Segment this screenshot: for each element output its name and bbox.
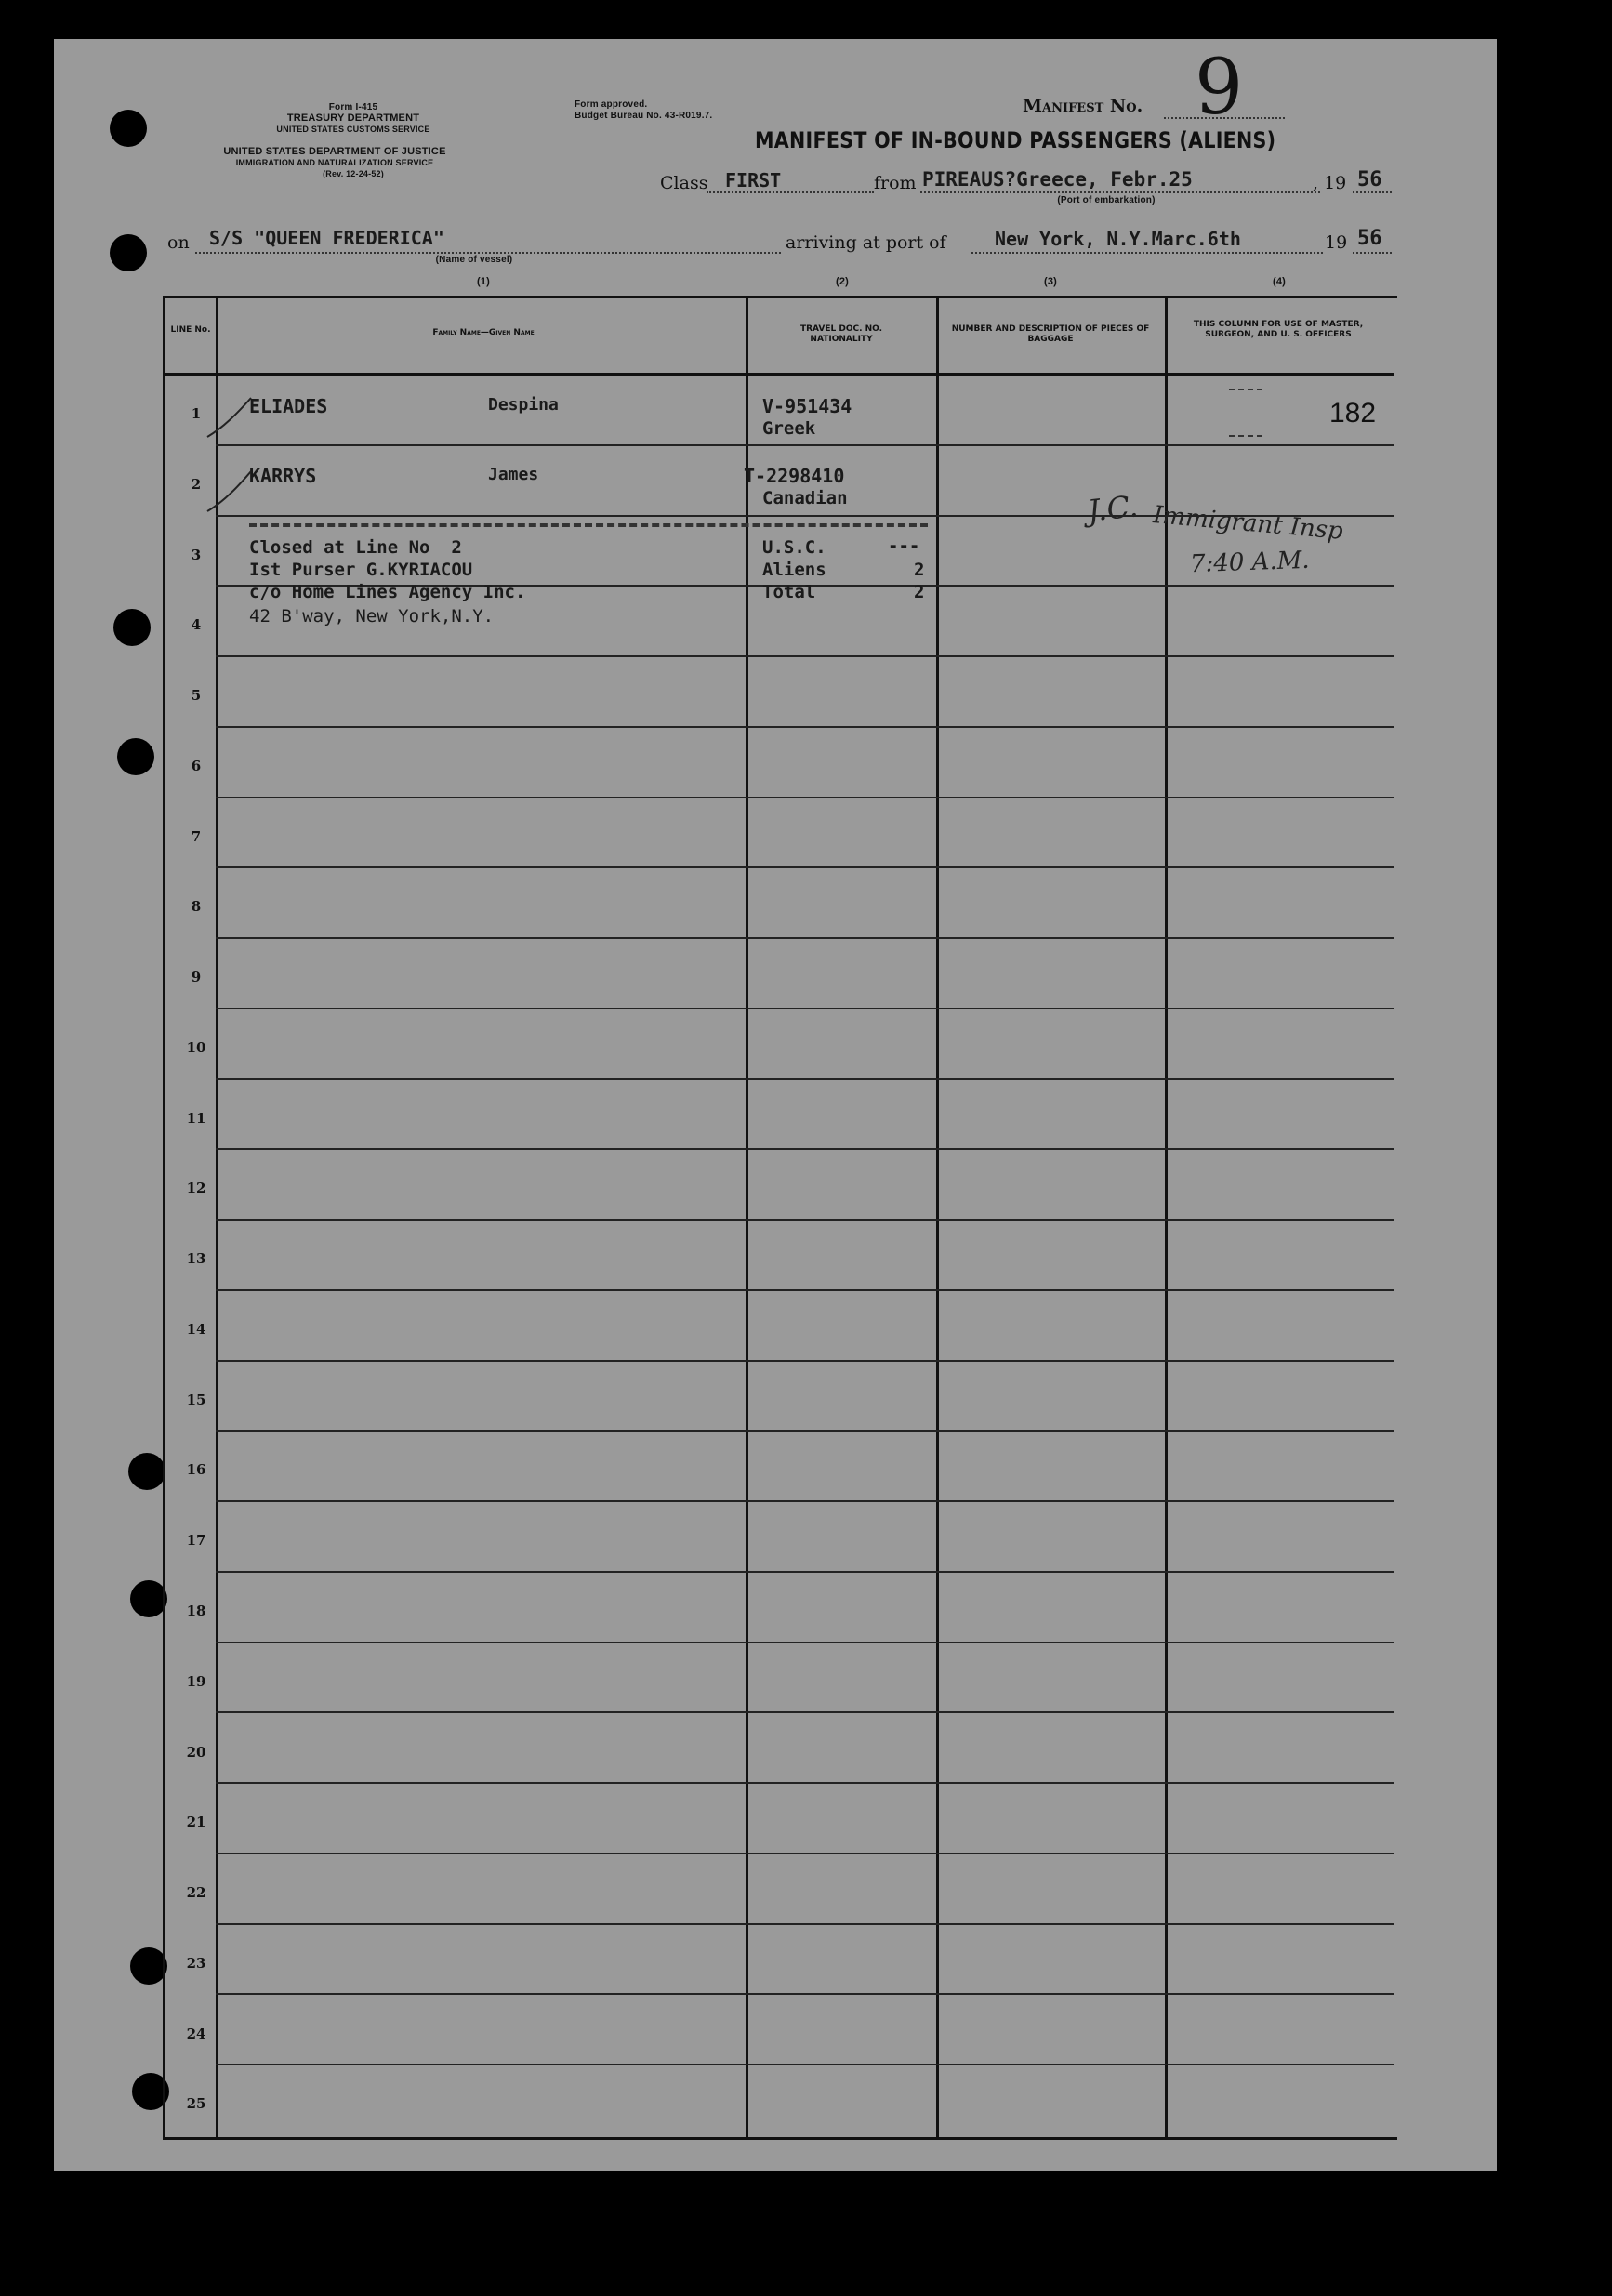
line-number: 21 — [186, 1814, 206, 1830]
year-line-1 — [1353, 191, 1392, 193]
page-title: MANIFEST OF IN-BOUND PASSENGERS (ALIENS) — [755, 127, 1276, 153]
manifest-number-label: Manifest No. — [1023, 96, 1143, 116]
row-rule — [216, 1782, 1394, 1784]
customs-service: UNITED STATES CUSTOMS SERVICE — [276, 125, 430, 134]
department-of-justice: UNITED STATES DEPARTMENT OF JUSTICE — [223, 146, 446, 157]
from-value: PIREAUS?Greece, Febr.25 — [922, 168, 1193, 191]
officer-note: 182 — [1329, 398, 1377, 429]
column-number-4: (4) — [1272, 276, 1287, 287]
column-divider-baggage — [1165, 296, 1168, 2137]
row-rule — [216, 1993, 1394, 1995]
form-number: Form I-415 — [328, 102, 378, 112]
from-line — [920, 191, 1320, 193]
agency-name: c/o Home Lines Agency Inc. — [249, 582, 526, 602]
family-name: ELIADES — [249, 395, 328, 417]
year-prefix-2: 19 — [1325, 232, 1348, 253]
line-number: 18 — [186, 1603, 206, 1619]
row-rule — [216, 866, 1394, 868]
line-number: 25 — [186, 2095, 206, 2112]
form-approved: Form approved. — [575, 99, 648, 110]
line-number: 5 — [191, 687, 202, 704]
check-mark-icon — [200, 460, 256, 516]
officer-marks — [1229, 389, 1262, 437]
vessel-name-note: (Name of vessel) — [435, 255, 513, 265]
family-name: KARRYS — [249, 465, 317, 487]
row-rule — [216, 1711, 1394, 1713]
nationality: Greek — [762, 418, 816, 439]
line-number: 6 — [191, 758, 202, 774]
line-number: 16 — [186, 1461, 206, 1478]
inspection-time: 7:40 A.M. — [1189, 546, 1311, 579]
punch-hole — [110, 110, 147, 147]
line-number: 2 — [191, 476, 202, 493]
punch-hole — [128, 1453, 165, 1490]
line-number: 12 — [186, 1180, 206, 1196]
column-header-officers: THIS COLUMN FOR USE OF MASTER, SURGEON, AND U. S. OFFICERS — [1193, 320, 1364, 339]
arriving-label: arriving at port of — [786, 232, 946, 253]
punch-hole — [117, 738, 154, 775]
line-number: 20 — [186, 1744, 206, 1761]
arriving-line — [971, 252, 1323, 254]
inspector-title: Immigrant Insp — [1152, 501, 1344, 546]
purser-name: Ist Purser G.KYRIACOU — [249, 560, 473, 580]
travel-doc-number: V-951434 — [762, 395, 852, 417]
total-label: Total — [762, 582, 816, 602]
line-number: 19 — [186, 1673, 206, 1690]
column-divider-name — [746, 296, 748, 2137]
aliens-label: Aliens — [762, 560, 826, 580]
column-divider-travel — [936, 296, 939, 2137]
line-number: 22 — [186, 1884, 206, 1901]
column-number-1: (1) — [476, 276, 491, 287]
year-value-2: 56 — [1357, 227, 1382, 250]
row-rule — [216, 1148, 1394, 1150]
given-name: James — [488, 465, 539, 484]
on-label: on — [167, 232, 190, 253]
row-rule — [216, 444, 1394, 446]
usc-count: --- — [888, 535, 920, 556]
vessel-name: S/S "QUEEN FREDERICA" — [209, 227, 444, 249]
line-number: 24 — [186, 2025, 206, 2042]
line-number: 3 — [191, 547, 202, 563]
year-prefix-1: , 19 — [1313, 173, 1347, 193]
row-rule — [216, 1642, 1394, 1643]
punch-hole — [113, 609, 151, 646]
from-label: from — [874, 173, 917, 193]
class-label: Class — [660, 173, 708, 193]
row-rule — [216, 1219, 1394, 1221]
closed-at-line: Closed at Line No 2 — [249, 537, 462, 558]
line-number: 7 — [191, 828, 202, 845]
column-divider-line-no — [216, 296, 218, 2137]
row-rule — [216, 655, 1394, 657]
row-rule — [216, 1078, 1394, 1080]
closing-separator — [249, 523, 928, 527]
line-number: 23 — [186, 1955, 206, 1972]
row-rule — [216, 1008, 1394, 1009]
travel-doc-number: T-2298410 — [744, 465, 845, 487]
year-line-2 — [1353, 252, 1392, 254]
aliens-count: 2 — [914, 560, 925, 580]
line-number: 10 — [186, 1039, 206, 1056]
manifest-number: 9 — [1195, 44, 1244, 132]
line-number: 15 — [186, 1392, 206, 1408]
given-name: Despina — [488, 395, 559, 415]
punch-hole — [130, 1580, 167, 1617]
column-header-line-no: LINE No. — [170, 325, 211, 335]
row-rule — [216, 1500, 1394, 1502]
row-rule — [216, 1289, 1394, 1291]
column-number-3: (3) — [1043, 276, 1058, 287]
class-line — [707, 191, 874, 193]
column-number-2: (2) — [835, 276, 850, 287]
column-header-baggage: NUMBER AND DESCRIPTION OF PIECES OF BAGGAGE — [951, 324, 1150, 344]
line-number: 14 — [186, 1321, 206, 1338]
row-rule — [216, 797, 1394, 798]
row-rule — [216, 937, 1394, 939]
budget-bureau: Budget Bureau No. 43-R019.7. — [575, 111, 713, 121]
row-rule — [216, 1853, 1394, 1854]
row-rule — [216, 1571, 1394, 1573]
row-rule — [216, 1430, 1394, 1432]
row-rule — [216, 726, 1394, 728]
row-rule — [216, 1923, 1394, 1925]
class-value: FIRST — [725, 169, 782, 191]
arriving-value: New York, N.Y.Marc.6th — [995, 228, 1241, 250]
line-number: 9 — [191, 969, 202, 985]
column-header-travel-doc: TRAVEL DOC. NO. NATIONALITY — [799, 324, 883, 344]
nationality: Canadian — [762, 488, 848, 508]
line-number: 13 — [186, 1250, 206, 1267]
inspector-signature: J.C. — [1086, 488, 1140, 529]
usc-label: U.S.C. — [762, 537, 826, 558]
year-value-1: 56 — [1357, 168, 1382, 191]
punch-hole — [110, 234, 147, 271]
total-count: 2 — [914, 582, 925, 602]
revision-date: (Rev. 12-24-52) — [323, 169, 384, 178]
check-mark-icon — [200, 390, 256, 446]
column-header-name: Family Name—Given Name — [432, 328, 535, 337]
line-number: 11 — [186, 1110, 206, 1127]
line-number: 4 — [191, 616, 202, 633]
row-rule — [216, 1360, 1394, 1362]
line-number: 17 — [186, 1532, 206, 1549]
agency-address: 42 B'way, New York,N.Y. — [249, 606, 495, 627]
vessel-line — [195, 252, 781, 254]
row-rule — [216, 2064, 1394, 2065]
line-number: 8 — [191, 898, 202, 915]
punch-hole — [130, 1947, 167, 1985]
table-header-rule — [163, 373, 1394, 376]
port-of-embarkation-note: (Port of embarkation) — [1057, 195, 1156, 205]
line-number: 1 — [191, 405, 202, 422]
treasury-department: TREASURY DEPARTMENT — [286, 112, 420, 124]
ins-service: IMMIGRATION AND NATURALIZATION SERVICE — [235, 158, 434, 167]
